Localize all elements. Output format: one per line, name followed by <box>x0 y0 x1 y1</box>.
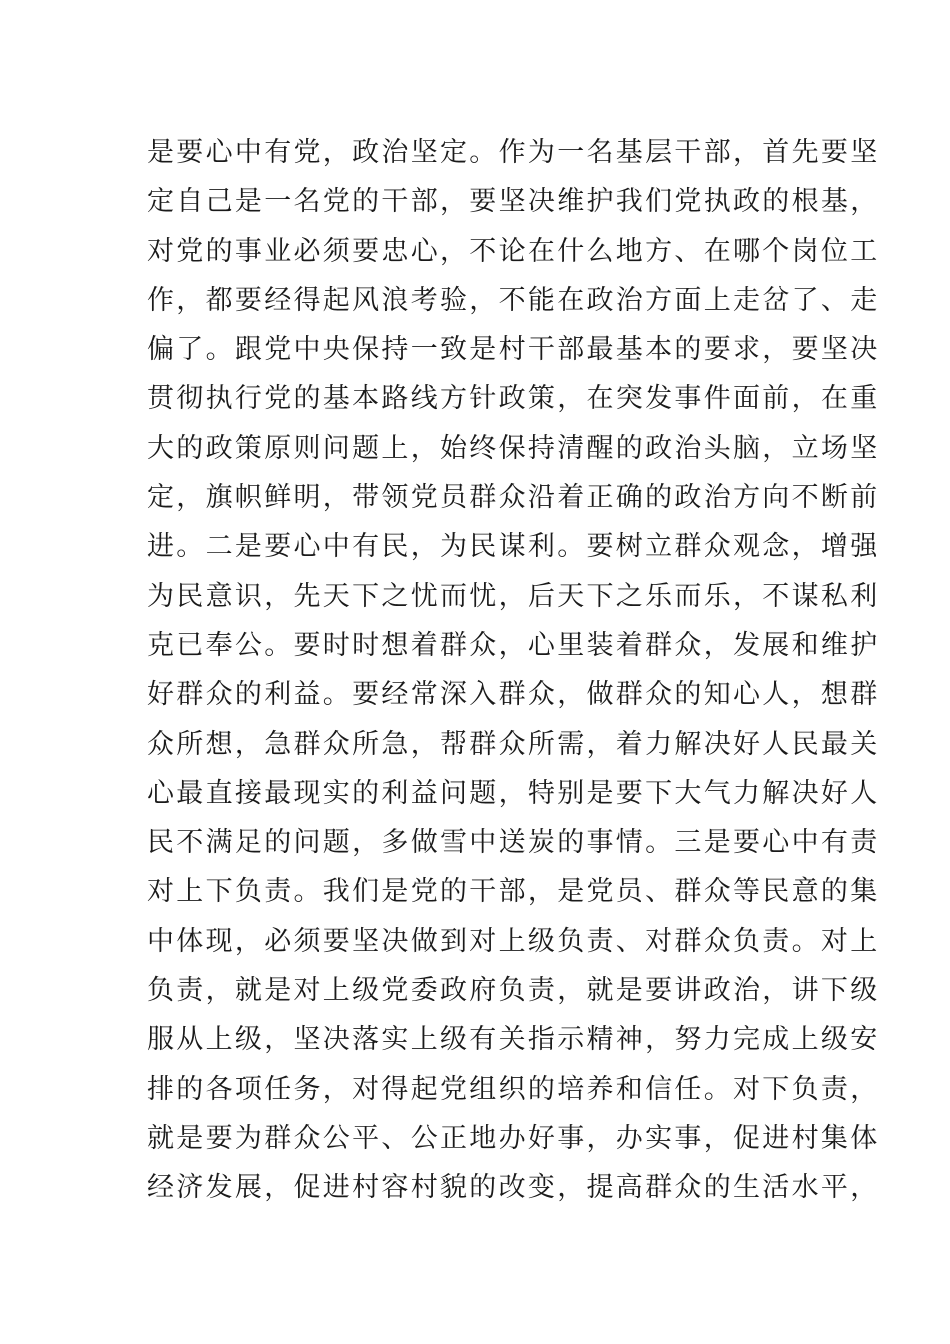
text-line: 偏了。跟党中央保持一致是村干部最基本的要求，要坚决 <box>147 334 880 366</box>
text-line: 是要心中有党，政治坚定。作为一名基层干部，首先要坚 <box>147 137 880 168</box>
text-line: 好群众的利益。要经常深入群众，做群众的知心人，想群 <box>147 679 880 711</box>
text-line: 中体现，必须要坚决做到对上级负责、对群众负责。对上 <box>147 925 880 957</box>
text-line: 定自己是一名党的干部，要坚决维护我们党执政的根基， <box>147 186 880 218</box>
text-line: 经济发展，促进村容村貌的改变，提高群众的生活水平， <box>147 1172 880 1204</box>
body-paragraph <box>147 128 880 1213</box>
text-line: 排的各项任务，对得起党组织的培养和信任。对下负责， <box>147 1073 880 1105</box>
text-line: 作，都要经得起风浪考验，不能在政治方面上走岔了、走 <box>147 284 880 316</box>
text-line: 贯彻执行党的基本路线方针政策，在突发事件面前，在重 <box>147 383 880 415</box>
text-line: 为民意识，先天下之忧而忧，后天下之乐而乐，不谋私利 <box>147 580 880 612</box>
text-line: 定，旗帜鲜明，带领党员群众沿着正确的政治方向不断前 <box>147 482 880 514</box>
text-line: 负责，就是对上级党委政府负责，就是要讲政治，讲下级 <box>147 975 880 1007</box>
text-line: 进。二是要心中有民，为民谋利。要树立群众观念，增强 <box>147 531 880 563</box>
text-line: 心最直接最现实的利益问题，特别是要下大气力解决好人 <box>147 777 880 809</box>
text-line: 众所想，急群众所急，帮群众所需，着力解决好人民最关 <box>147 728 880 760</box>
text-line: 大的政策原则问题上，始终保持清醒的政治头脑，立场坚 <box>147 432 880 464</box>
text-line: 对上下负责。我们是党的干部，是党员、群众等民意的集 <box>147 876 880 908</box>
text-line: 服从上级，坚决落实上级有关指示精神，努力完成上级安 <box>147 1024 880 1056</box>
text-line: 对党的事业必须要忠心，不论在什么地方、在哪个岗位工 <box>147 235 880 267</box>
text-line: 克已奉公。要时时想着群众，心里装着群众，发展和维护 <box>147 629 880 661</box>
text-line: 就是要为群众公平、公正地办好事，办实事，促进村集体 <box>147 1122 880 1154</box>
text-line: 民不满足的问题，多做雪中送炭的事情。三是要心中有责 <box>147 827 880 859</box>
